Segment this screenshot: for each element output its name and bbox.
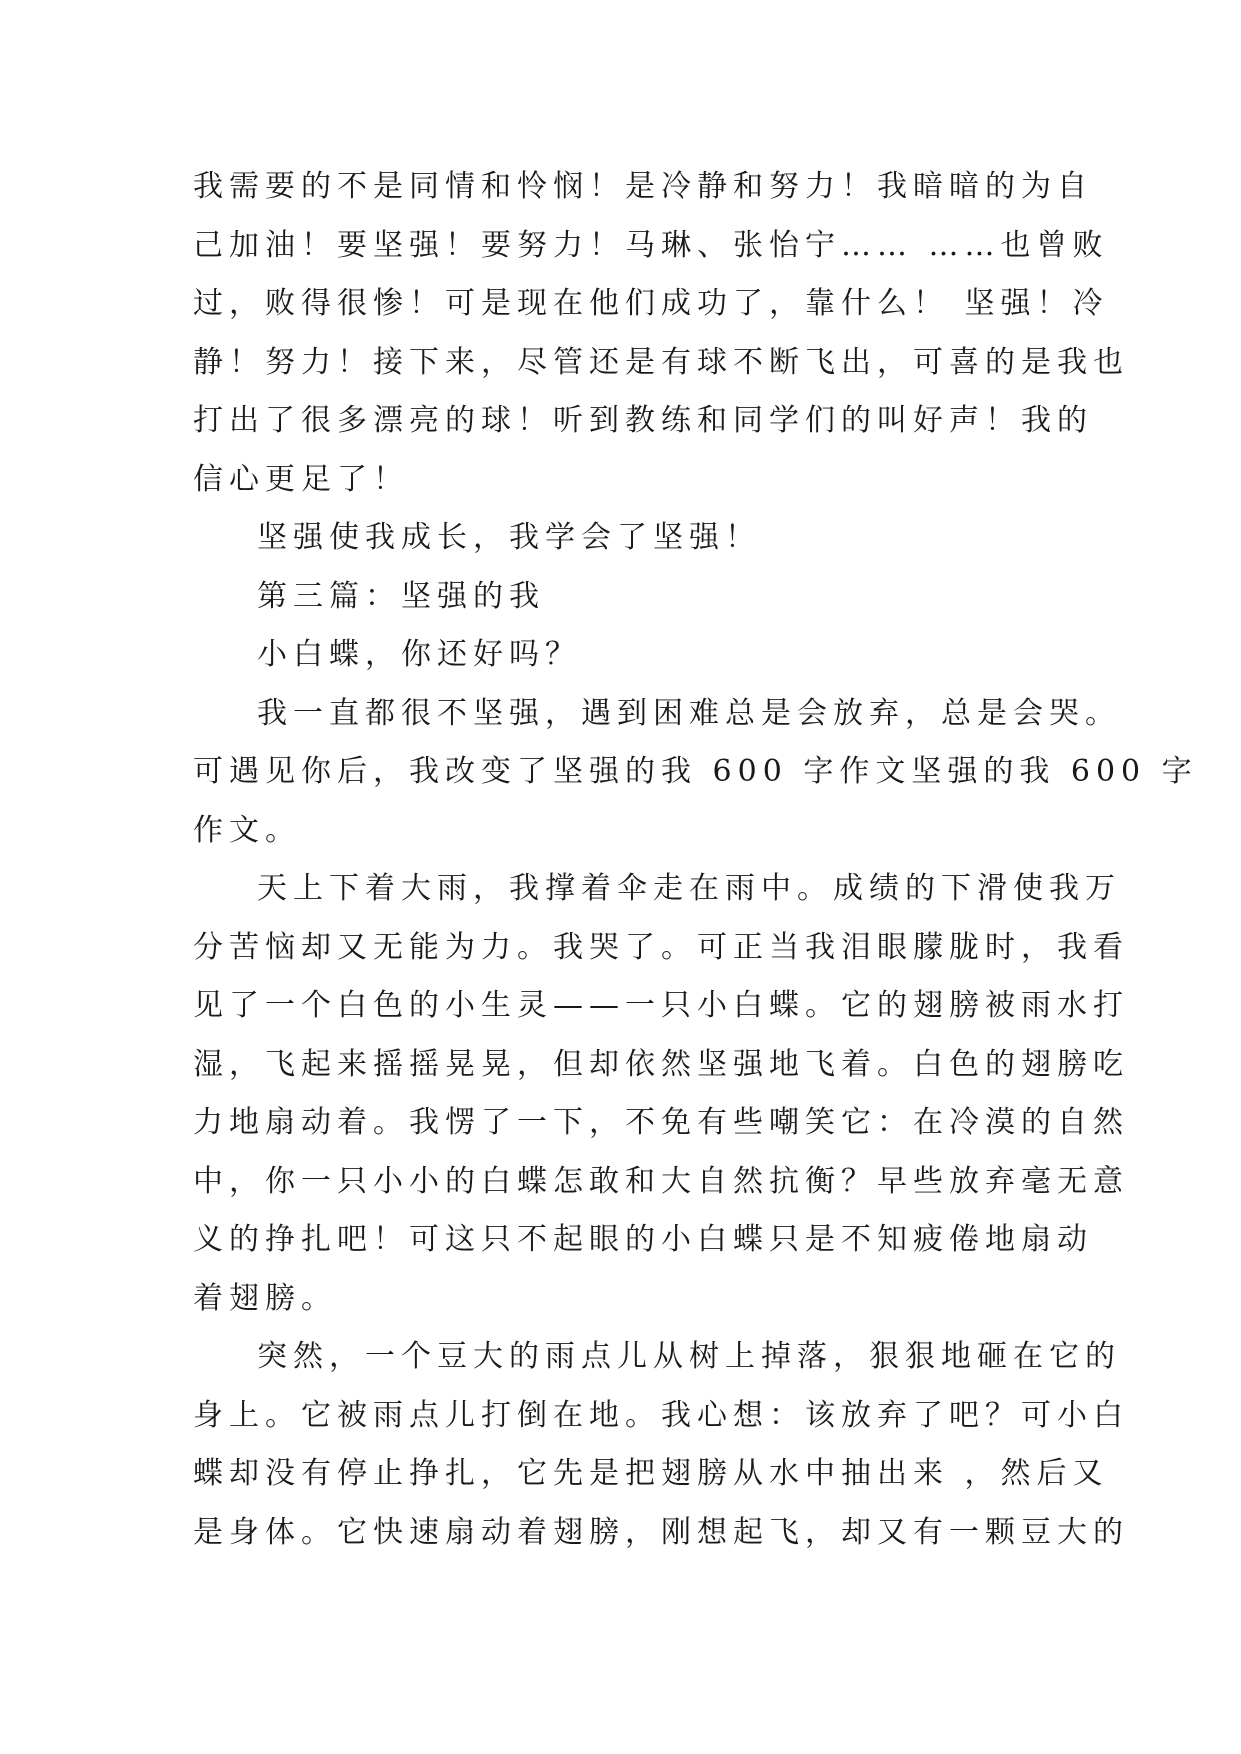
text-line: 是身体。它快速扇动着翅膀，刚想起飞，却又有一颗豆大的 <box>193 1514 1129 1550</box>
essay-title: 小白蝶，你还好吗？ <box>257 637 581 672</box>
text-line: 湿，飞起来摇摇晃晃，但却依然坚强地飞着。白色的翅膀吃 <box>193 1046 1129 1082</box>
text-line: 蝶却没有停止挣扎，它先是把翅膀从水中抽出来 ，然后又 <box>193 1456 1109 1491</box>
text-line: 义的挣扎吧！可这只不起眼的小白蝶只是不知疲倦地扇动 <box>193 1222 1093 1257</box>
text-line: 可遇见你后，我改变了坚强的我 600 字作文坚强的我 600 字 <box>193 754 1198 789</box>
text-line: 我需要的不是同情和怜悯！是冷静和努力！我暗暗的为自 <box>193 169 1093 204</box>
text-line: 中，你一只小小的白蝶怎敢和大自然抗衡？早些放弃毫无意 <box>193 1163 1129 1199</box>
text-line: 作文。 <box>193 812 301 848</box>
section-heading: 第三篇：坚强的我 <box>257 578 545 614</box>
text-line: 见了一个白色的小生灵——一只小白蝶。它的翅膀被雨水打 <box>193 988 1129 1023</box>
paragraph-line: 我一直都很不坚强，遇到困难总是会放弃，总是会哭。 <box>257 695 1121 731</box>
text-line: 身上。它被雨点儿打倒在地。我心想：该放弃了吧？可小白 <box>193 1397 1129 1433</box>
paragraph-line: 突然，一个豆大的雨点儿从树上掉落，狠狠地砸在它的 <box>257 1339 1121 1374</box>
text-line: 打出了很多漂亮的球！听到教练和同学们的叫好声！我的 <box>193 403 1093 438</box>
text-line: 过，败得很惨！可是现在他们成功了，靠什么！ 坚强！冷 <box>193 286 1109 321</box>
text-line: 己加油！要坚强！要努力！马琳、张怡宁…… ……也曾败 <box>193 227 1109 263</box>
text-line: 信心更足了！ <box>193 461 409 497</box>
text-line: 着翅膀。 <box>193 1280 337 1316</box>
text-line: 分苦恼却又无能为力。我哭了。可正当我泪眼朦胧时，我看 <box>193 929 1129 965</box>
text-line: 力地扇动着。我愣了一下，不免有些嘲笑它：在冷漠的自然 <box>193 1105 1129 1140</box>
paragraph-line: 坚强使我成长，我学会了坚强！ <box>257 520 761 555</box>
paragraph-line: 天上下着大雨，我撑着伞走在雨中。成绩的下滑使我万 <box>257 871 1121 906</box>
essay-text <box>193 158 1198 1562</box>
text-line: 静！努力！接下来，尽管还是有球不断飞出，可喜的是我也 <box>193 344 1129 380</box>
